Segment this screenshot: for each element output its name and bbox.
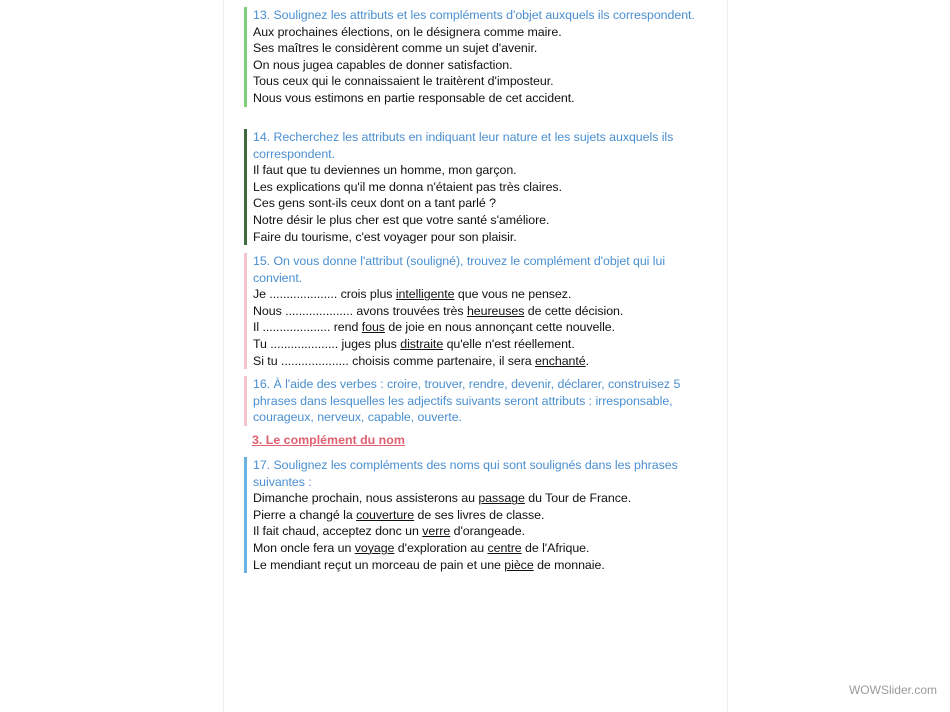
exercise-13-line: Ses maîtres le considèrent comme un sujet d'avenir.	[253, 41, 538, 56]
exercise-13-line: Aux prochaines élections, on le désignera comme maire.	[253, 24, 562, 39]
exercise-14-line: Les explications qu'il me donna n'étaient pas très claires.	[253, 179, 562, 194]
exercise-13-title: 13. Soulignez les attributs et les compléments d'objet auxquels ils correspondent.	[253, 8, 695, 22]
exercise-14	[244, 129, 713, 245]
underlined-attribute: fous	[361, 320, 385, 335]
underlined-noun: couverture	[356, 507, 415, 522]
exercise-17-line: Le mendiant reçut un morceau de pain et une pièce de monnaie.	[253, 557, 605, 572]
underlined-attribute: enchanté	[535, 353, 586, 368]
exercise-14-line: Faire du tourisme, c'est voyager pour son plaisir.	[253, 229, 517, 244]
exercise-17-line: Il fait chaud, acceptez donc un verre d'orangeade.	[253, 524, 525, 539]
exercise-15	[244, 253, 713, 369]
exercise-15-line: Si tu .................... choisis comme partenaire, il sera enchanté.	[253, 353, 590, 368]
exercise-13-line: Tous ceux qui le connaissaient le traitèrent d'imposteur.	[253, 74, 554, 89]
underlined-attribute: intelligente	[395, 287, 455, 302]
underlined-noun: passage	[478, 491, 525, 506]
underlined-noun: centre	[487, 540, 522, 555]
exercise-16-title: 16. À l'aide des verbes : croire, trouver, rendre, devenir, déclarer, construisez 5 phrases dans lesquelles les adjectifs suivants seront attributs : irresponsable, courageux, nerveux, capable, ouverte.	[253, 377, 681, 425]
exercise-15-line: Tu .................... juges plus distraite qu'elle n'est réellement.	[253, 336, 575, 351]
underlined-noun: verre	[422, 524, 451, 539]
exercise-17-title: 17. Soulignez les compléments des noms qui sont soulignés dans les phrases suivantes :	[253, 458, 678, 489]
exercise-13	[244, 7, 713, 107]
exercise-15-line: Il .................... rend fous de joie en nous annonçant cette nouvelle.	[253, 320, 616, 335]
exercise-14-title: 14. Recherchez les attributs en indiquant leur nature et les sujets auxquels ils correspondent.	[253, 130, 674, 161]
underlined-attribute: distraite	[400, 336, 444, 351]
exercise-15-title: 15. On vous donne l'attribut (souligné), trouvez le complément d'objet qui lui convient.	[253, 254, 666, 285]
watermark: WOWSlider.com	[848, 683, 937, 697]
underlined-noun: voyage	[354, 540, 395, 555]
exercise-17-line: Dimanche prochain, nous assisterons au passage du Tour de France.	[253, 491, 632, 506]
document-page	[223, 0, 728, 712]
underlined-noun: pièce	[504, 557, 534, 572]
exercise-17	[244, 457, 713, 573]
section-heading: 3. Le complément du nom	[252, 433, 405, 447]
exercise-15-line: Je .................... crois plus intelligente que vous ne pensez.	[253, 287, 572, 302]
underlined-attribute: heureuses	[466, 303, 525, 318]
exercise-14-line: Ces gens sont-ils ceux dont on a tant parlé ?	[253, 196, 496, 211]
exercise-13-line: Nous vous estimons en partie responsable de cet accident.	[253, 90, 575, 105]
exercise-15-line: Nous .................... avons trouvées très heureuses de cette décision.	[253, 303, 624, 318]
exercise-17-line: Mon oncle fera un voyage d'exploration au centre de l'Afrique.	[253, 540, 590, 555]
exercise-16	[244, 376, 713, 426]
exercise-14-line: Notre désir le plus cher est que votre santé s'améliore.	[253, 212, 550, 227]
exercise-13-line: On nous jugea capables de donner satisfaction.	[253, 57, 513, 72]
exercise-17-line: Pierre a changé la couverture de ses livres de classe.	[253, 507, 545, 522]
exercise-14-line: Il faut que tu deviennes un homme, mon garçon.	[253, 163, 517, 178]
